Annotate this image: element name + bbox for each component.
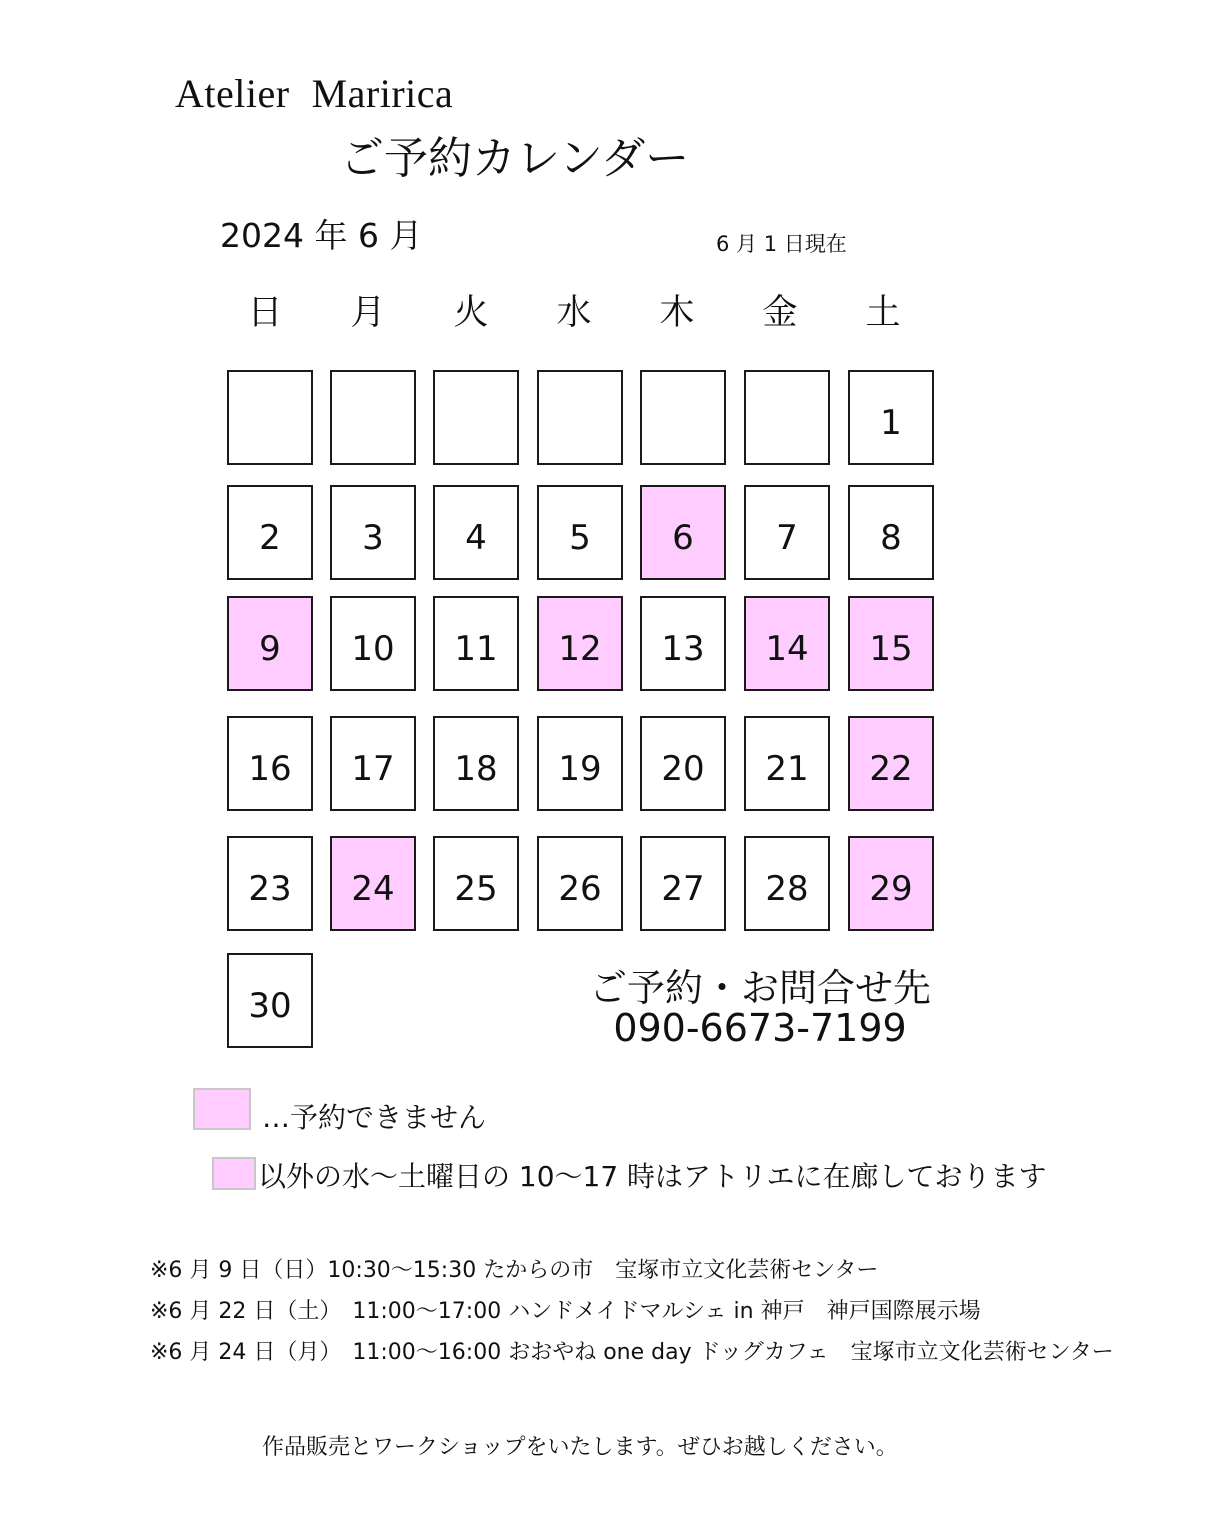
calendar-day-12[interactable]	[537, 596, 623, 691]
legend-swatch-open-hours	[212, 1157, 256, 1190]
calendar-day-3[interactable]	[330, 485, 416, 580]
calendar-day-9[interactable]	[227, 596, 313, 691]
calendar-day-27[interactable]	[640, 836, 726, 931]
legend-swatch-unavailable	[193, 1088, 251, 1130]
calendar-day-19[interactable]	[537, 716, 623, 811]
day-number: 7	[776, 518, 798, 558]
calendar-day-29[interactable]	[848, 836, 934, 931]
day-number: 19	[558, 749, 602, 789]
contact-phone[interactable]: 090-6673-7199	[613, 1006, 907, 1050]
day-number: 18	[454, 749, 498, 789]
day-number: 16	[248, 749, 292, 789]
as-of-date: 6 月 1 日現在	[716, 232, 847, 256]
weekday-mon: 月	[350, 293, 386, 333]
brand-name	[175, 70, 453, 117]
calendar-day-25[interactable]	[433, 836, 519, 931]
brand-word-atelier: Atelier	[175, 71, 290, 116]
day-number: 29	[869, 869, 913, 909]
day-number: 6	[672, 518, 694, 558]
day-number: 14	[765, 629, 809, 669]
calendar-cell-empty[interactable]	[640, 370, 726, 465]
day-number: 22	[869, 749, 913, 789]
calendar-cell-empty[interactable]	[744, 370, 830, 465]
calendar-day-6[interactable]	[640, 485, 726, 580]
day-number: 30	[248, 986, 292, 1026]
calendar-day-22[interactable]	[848, 716, 934, 811]
day-number: 25	[454, 869, 498, 909]
calendar-day-15[interactable]	[848, 596, 934, 691]
brand-word-maririca: Maririca	[311, 71, 454, 116]
day-number: 17	[351, 749, 395, 789]
day-number: 13	[661, 629, 705, 669]
month-label: 2024 年 6 月	[220, 216, 423, 255]
day-number: 11	[454, 629, 498, 669]
page-title: ご予約カレンダー	[340, 133, 690, 184]
calendar-day-11[interactable]	[433, 596, 519, 691]
day-number: 23	[248, 869, 292, 909]
legend-open-hours-text: 以外の水～土曜日の 10～17 時はアトリエに在廊しております	[258, 1160, 1047, 1193]
calendar-day-14[interactable]	[744, 596, 830, 691]
day-number: 10	[351, 629, 395, 669]
calendar-day-28[interactable]	[744, 836, 830, 931]
calendar-day-8[interactable]	[848, 485, 934, 580]
calendar-cell-empty[interactable]	[537, 370, 623, 465]
contact-block	[560, 968, 960, 1048]
weekday-wed: 水	[556, 293, 592, 333]
weekday-header	[215, 285, 935, 335]
day-number: 4	[465, 518, 487, 558]
day-number: 26	[558, 869, 602, 909]
contact-label: ご予約・お問合せ先	[588, 966, 931, 1010]
calendar-day-1[interactable]	[848, 370, 934, 465]
calendar-day-10[interactable]	[330, 596, 416, 691]
calendar-day-5[interactable]	[537, 485, 623, 580]
footer-note: 作品販売とワークショップをいたします。ぜひお越しください。	[262, 1435, 898, 1460]
weekday-tue: 火	[453, 293, 489, 333]
day-number: 2	[259, 518, 281, 558]
calendar-day-30[interactable]	[227, 953, 313, 1048]
calendar-day-13[interactable]	[640, 596, 726, 691]
day-number: 8	[880, 518, 902, 558]
calendar-day-24[interactable]	[330, 836, 416, 931]
day-number: 21	[765, 749, 809, 789]
event-item: ※6 月 22 日（土） 11:00～17:00 ハンドメイドマルシェ in 神戸 神戸国際展示場	[150, 1299, 981, 1324]
calendar-day-7[interactable]	[744, 485, 830, 580]
weekday-fri: 金	[762, 293, 798, 333]
day-number: 1	[880, 403, 902, 443]
calendar-day-4[interactable]	[433, 485, 519, 580]
calendar-cell-empty[interactable]	[330, 370, 416, 465]
calendar-day-26[interactable]	[537, 836, 623, 931]
calendar-day-21[interactable]	[744, 716, 830, 811]
event-item: ※6 月 9 日（日）10:30～15:30 たからの市 宝塚市立文化芸術センター	[150, 1258, 879, 1283]
day-number: 28	[765, 869, 809, 909]
calendar-day-20[interactable]	[640, 716, 726, 811]
calendar-day-16[interactable]	[227, 716, 313, 811]
calendar-day-17[interactable]	[330, 716, 416, 811]
day-number: 24	[351, 869, 395, 909]
legend-unavailable-text: …予約できません	[262, 1101, 487, 1134]
event-item: ※6 月 24 日（月） 11:00～16:00 おおやね one day ドッグカフェ 宝塚市立文化芸術センター	[150, 1340, 1114, 1365]
weekday-sun: 日	[247, 293, 283, 333]
weekday-thu: 木	[659, 293, 695, 333]
day-number: 12	[558, 629, 602, 669]
calendar-day-18[interactable]	[433, 716, 519, 811]
event-list	[150, 1250, 1114, 1373]
day-number: 5	[569, 518, 591, 558]
day-number: 3	[362, 518, 384, 558]
calendar-day-2[interactable]	[227, 485, 313, 580]
day-number: 20	[661, 749, 705, 789]
calendar-cell-empty[interactable]	[227, 370, 313, 465]
day-number: 15	[869, 629, 913, 669]
calendar-day-23[interactable]	[227, 836, 313, 931]
day-number: 27	[661, 869, 705, 909]
day-number: 9	[259, 629, 281, 669]
calendar-cell-empty[interactable]	[433, 370, 519, 465]
weekday-sat: 土	[865, 293, 901, 333]
